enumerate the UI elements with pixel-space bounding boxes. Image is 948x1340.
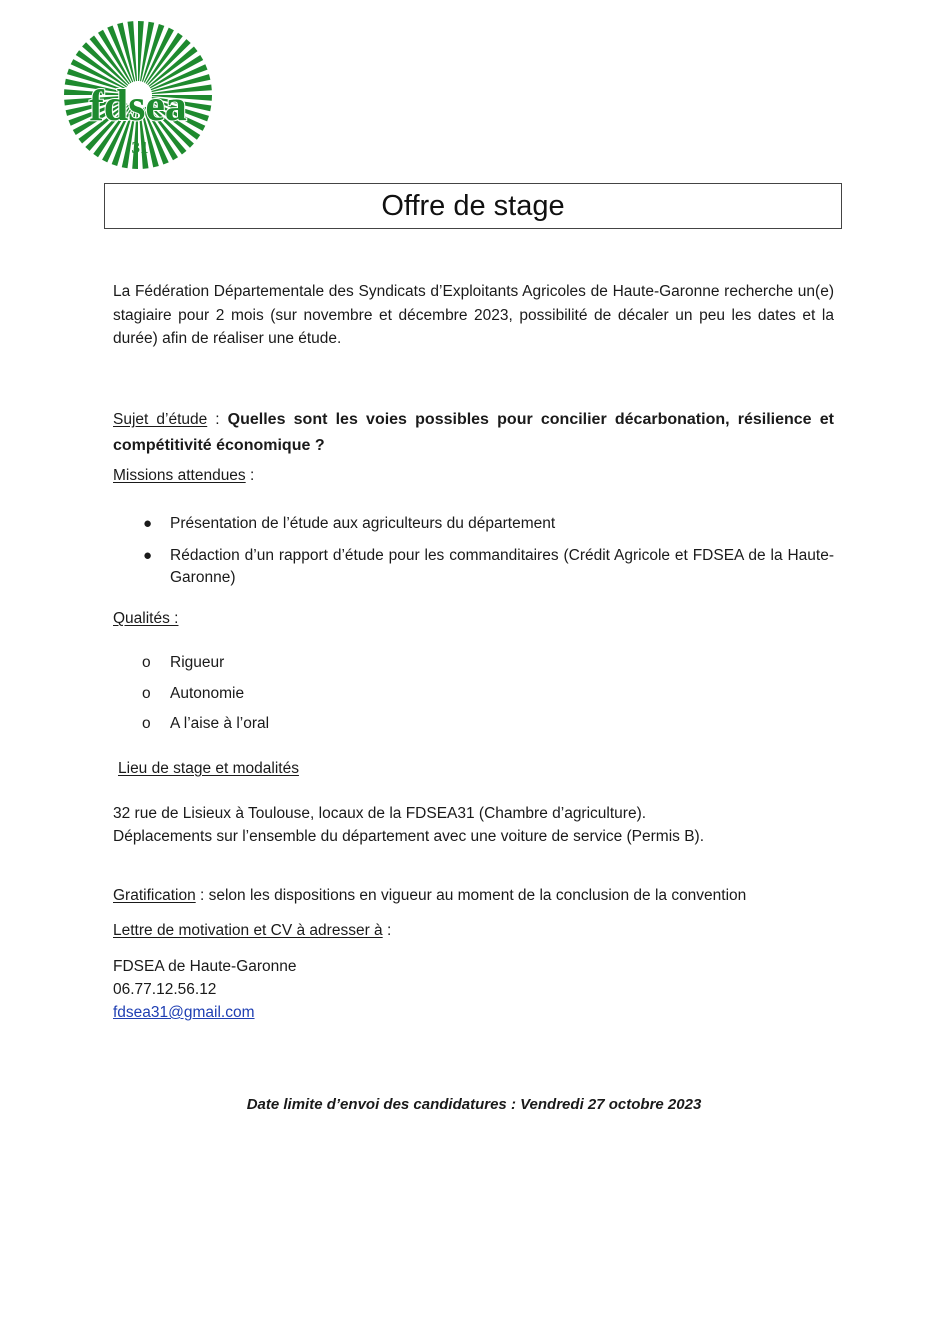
qualite-text: A l’aise à l’oral [170,715,270,732]
sujet-text: Quelles sont les voies possibles pour concilier décarbonation, résilience et compétitivité économique ? [113,411,834,454]
bullet-icon: ● [143,515,153,532]
lieu-line-1: 32 rue de Lisieux à Toulouse, locaux de la FDSEA31 (Chambre d’agriculture). [113,805,647,822]
list-item [113,685,244,703]
gratification-label: Gratification [113,887,196,904]
sujet-section [113,407,834,459]
mission-text: Rédaction d’un rapport d’étude pour les commanditaires (Crédit Agricole et FDSEA de la Haute-Garonne) [170,547,834,586]
list-item [113,513,834,535]
contact-name: FDSEA de Haute-Garonne [113,958,297,975]
list-item [113,715,269,733]
gratification-text: : selon les dispositions en vigueur au moment de la conclusion de la convention [195,887,747,904]
gratification-line [113,887,746,905]
missions-heading [113,467,254,485]
qualite-text: Rigueur [170,654,225,671]
qualites-label: Qualités : [113,610,179,627]
candidature-label: Lettre de motivation et CV à adresser à [113,922,383,939]
contact-email-link[interactable]: fdsea31@gmail.com [113,1004,255,1021]
fdsea-logo [62,20,214,170]
missions-list [113,513,834,589]
bullet-icon: ● [143,547,153,564]
logo-text: fdsea [89,81,187,130]
logo-number: 31 [131,138,149,157]
mission-text: Présentation de l’étude aux agriculteurs du département [170,515,556,532]
title-box [104,183,842,229]
missions-suffix: : [245,467,255,484]
circle-bullet-icon: o [142,654,151,671]
sujet-label: Sujet d’étude [113,411,208,428]
missions-label: Missions attendues [113,467,246,484]
list-item [113,654,224,672]
sujet-separator: : [207,411,228,428]
page-title: Offre de stage [381,189,565,222]
list-item [113,545,834,589]
logo-sunburst-icon [62,20,214,170]
lieu-label: Lieu de stage et modalités [118,760,299,777]
contact-phone: 06.77.12.56.12 [113,981,217,998]
circle-bullet-icon: o [142,685,151,702]
intro-paragraph: La Fédération Départementale des Syndicats d’Exploitants Agricoles de Haute-Garonne recherche un(e) stagiaire pour 2 mois (sur novembre et décembre 2023, possibilité de décaler un peu les dates et la durée) afin de réaliser une étude. [113,283,834,347]
qualite-text: Autonomie [170,685,245,702]
deadline-text: Date limite d’envoi des candidatures : Vendredi 27 octobre 2023 [246,1096,702,1113]
candidature-suffix: : [382,922,392,939]
lieu-line-2: Déplacements sur l’ensemble du département avec une voiture de service (Permis B). [113,828,704,845]
circle-bullet-icon: o [142,715,151,732]
candidature-line [113,922,391,940]
